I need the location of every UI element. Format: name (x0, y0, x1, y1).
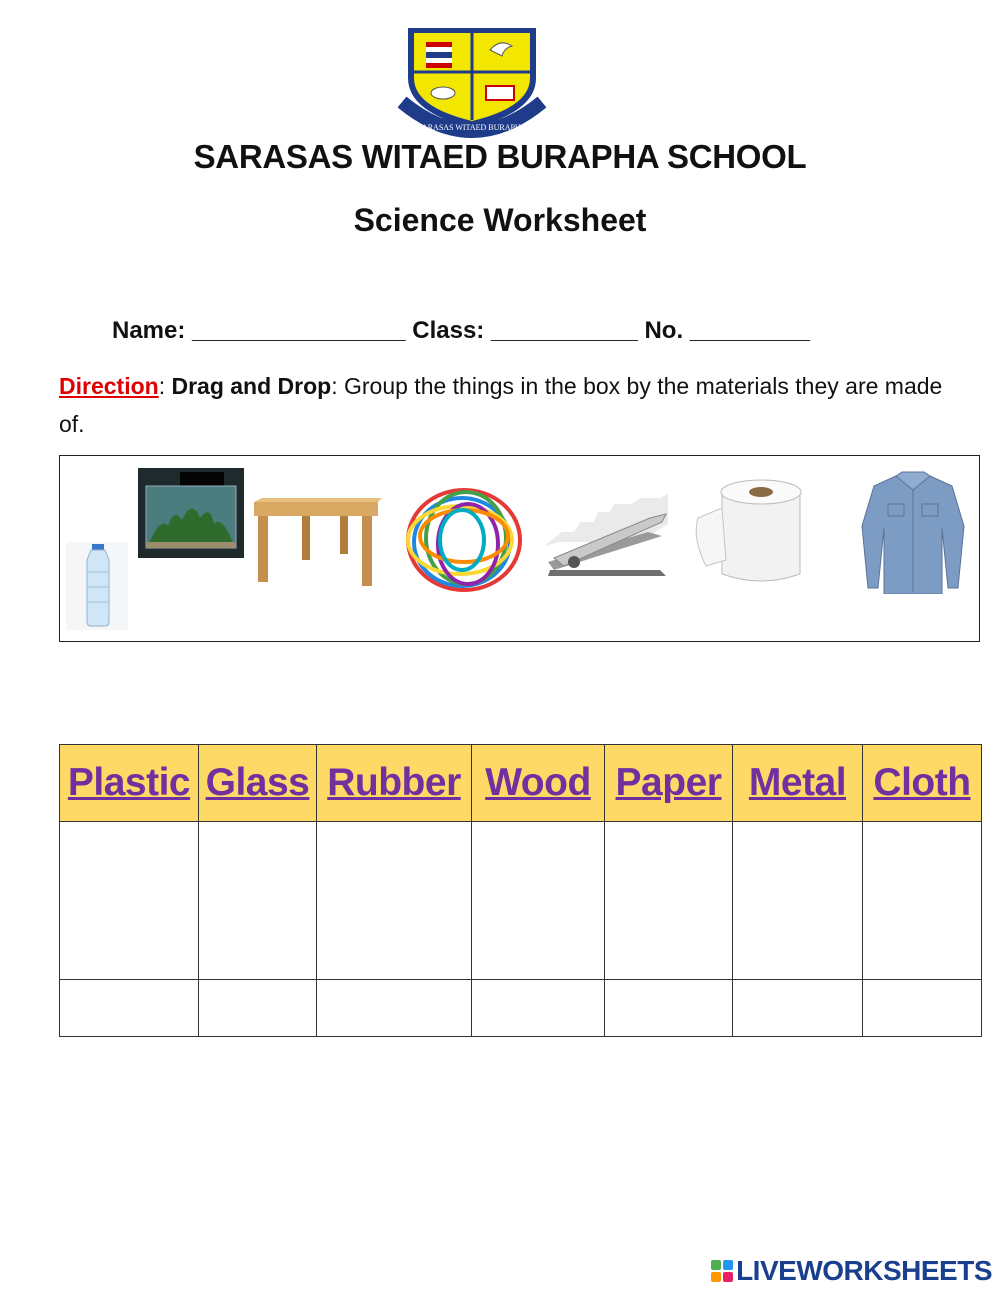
table-cell (199, 980, 317, 1037)
school-name: SARASAS WITAED BURAPHA SCHOOL (193, 138, 807, 175)
toilet-paper-item[interactable] (692, 478, 824, 586)
table-cell (317, 980, 472, 1037)
table-cell (472, 980, 605, 1037)
drop-zone-paper[interactable] (605, 822, 733, 980)
wooden-table-item[interactable] (252, 496, 382, 588)
direction-text (59, 367, 949, 443)
table-cell (605, 980, 733, 1037)
glass-aquarium-item[interactable] (138, 468, 244, 558)
header-paper: Paper (605, 745, 733, 822)
header-rubber: Rubber (317, 745, 472, 822)
activity-separator: : (331, 373, 344, 399)
table-cell (863, 980, 982, 1037)
direction-instruction: Group the things in the box by the materials they are made of. (59, 373, 943, 437)
table-cell (733, 980, 863, 1037)
direction-separator: : (158, 373, 172, 399)
header-metal: Metal (733, 745, 863, 822)
liveworksheets-logo (711, 1255, 992, 1287)
liveworksheets-brand: LIVEWORKSHEETS (736, 1255, 992, 1286)
table-cell (60, 980, 199, 1037)
school-crest-logo (398, 20, 546, 140)
worksheet-title: Science Worksheet (353, 202, 647, 238)
plastic-bottle-item[interactable] (66, 542, 128, 630)
direction-label: Direction (59, 373, 159, 399)
liveworksheets-icon (711, 1260, 733, 1282)
student-info-line: Name: ________________ Class: ___________ No. _________ (112, 317, 810, 344)
drop-zone-cloth[interactable] (863, 822, 982, 980)
drop-zone-wood[interactable] (472, 822, 605, 980)
drop-zone-glass[interactable] (199, 822, 317, 980)
activity-label: Drag and Drop (171, 373, 332, 399)
crest-motto: SARASAS WITAED BURAPHA (417, 123, 527, 132)
header-plastic: Plastic (60, 745, 199, 822)
header-cloth: Cloth (863, 745, 982, 822)
nail-clipper-item[interactable] (544, 486, 672, 584)
material-sorting-table (59, 744, 982, 1037)
rubber-bands-item[interactable] (402, 484, 526, 596)
header-wood: Wood (472, 745, 605, 822)
draggable-items-box (59, 455, 980, 642)
drop-zone-rubber[interactable] (317, 822, 472, 980)
shirt-item[interactable] (860, 470, 966, 594)
drop-zone-plastic[interactable] (60, 822, 199, 980)
drop-zone-metal[interactable] (733, 822, 863, 980)
header-glass: Glass (199, 745, 317, 822)
